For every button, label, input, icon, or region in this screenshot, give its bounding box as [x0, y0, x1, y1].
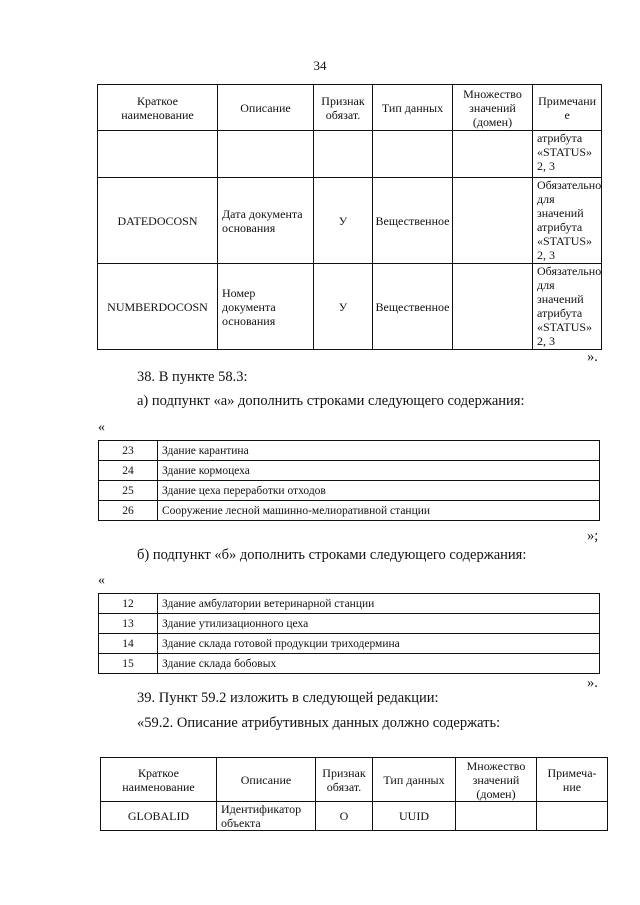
list-name: Сооружение лесной машинно-мелиоративной станции [158, 501, 600, 521]
cell-name: GLOBALID [101, 802, 217, 831]
header-required: Признак обязат. [314, 85, 373, 131]
cell-req: У [314, 178, 373, 264]
list-name: Здание цеха переработки отходов [158, 481, 600, 501]
closing-quote: ». [587, 349, 598, 365]
list-name: Здание кормоцеха [158, 461, 600, 481]
close-quote-b: ». [587, 675, 598, 691]
cell-type [373, 131, 453, 178]
list-number: 24 [99, 461, 158, 481]
cell-name: NUMBERDOCOSN [98, 264, 218, 350]
header-short-name: Краткое наименование [98, 85, 218, 131]
header-data-type: Тип данных [373, 758, 456, 802]
list-number: 26 [99, 501, 158, 521]
table-header-row [101, 758, 608, 802]
table-row [101, 802, 608, 831]
list-name: Здание карантина [158, 441, 600, 461]
list-item [99, 614, 600, 634]
cell-domain [456, 802, 537, 831]
list-item [99, 594, 600, 614]
table-row [98, 178, 602, 264]
cell-desc: Идентификатор объекта [217, 802, 316, 831]
header-required: Признак обязат. [316, 758, 373, 802]
cell-req: У [314, 264, 373, 350]
list-name: Здание амбулатории ветеринарной станции [158, 594, 600, 614]
header-description: Описание [217, 758, 316, 802]
list-item [99, 654, 600, 674]
attribute-table-continued [97, 84, 602, 350]
subitem-b-text: б) подпункт «б» дополнить строками следующего содержания: [137, 547, 527, 563]
cell-desc [218, 131, 314, 178]
list-name: Здание склада готовой продукции триходермина [158, 634, 600, 654]
list-item [99, 501, 600, 521]
cell-domain [453, 131, 533, 178]
list-item [99, 461, 600, 481]
list-name: Здание утилизационного цеха [158, 614, 600, 634]
cell-name: DATEDOCOSN [98, 178, 218, 264]
list-number: 23 [99, 441, 158, 461]
table-row [98, 131, 602, 178]
cell-domain [453, 178, 533, 264]
list-item [99, 441, 600, 461]
list-item [99, 481, 600, 501]
cell-note: атрибута «STATUS» 2, 3 [533, 131, 602, 178]
table-row [98, 264, 602, 350]
subitem-a-text: а) подпункт «а» дополнить строками следующего содержания: [137, 393, 525, 409]
cell-type: UUID [373, 802, 456, 831]
cell-name [98, 131, 218, 178]
cell-req [314, 131, 373, 178]
header-domain: Множество значений (домен) [453, 85, 533, 131]
cell-note: Обязательно для значений атрибута «STATUS» 2, 3 [533, 264, 602, 350]
list-number: 25 [99, 481, 158, 501]
cell-type: Вещественное [373, 264, 453, 350]
list-number: 13 [99, 614, 158, 634]
table-header-row [98, 85, 602, 131]
list-number: 12 [99, 594, 158, 614]
list-number: 14 [99, 634, 158, 654]
cell-type: Вещественное [373, 178, 453, 264]
cell-req: О [316, 802, 373, 831]
cell-note: Обязательно для значений атрибута «STATUS» 2, 3 [533, 178, 602, 264]
header-description: Описание [218, 85, 314, 131]
open-quote-a: « [98, 420, 105, 435]
cell-note [537, 802, 608, 831]
header-domain: Множество значений (домен) [456, 758, 537, 802]
header-note: Примечани е [533, 85, 602, 131]
cell-desc: Номер документа основания [218, 264, 314, 350]
page-number: 34 [313, 58, 327, 73]
header-note: Примеча- ние [537, 758, 608, 802]
item-38-heading: 38. В пункте 58.3: [137, 369, 248, 385]
header-short-name: Краткое наименование [101, 758, 217, 802]
open-quote-b: « [98, 573, 105, 588]
cell-domain [453, 264, 533, 350]
item-39-heading: 39. Пункт 59.2 изложить в следующей редакции: [137, 690, 439, 706]
list-name: Здание склада бобовых [158, 654, 600, 674]
list-item [99, 634, 600, 654]
header-data-type: Тип данных [373, 85, 453, 131]
list-number: 15 [99, 654, 158, 674]
cell-desc: Дата документа основания [218, 178, 314, 264]
close-quote-a: »; [587, 528, 599, 544]
list-table-a [98, 440, 600, 521]
item-39-quote-start: «59.2. Описание атрибутивных данных должно содержать: [137, 715, 501, 731]
list-table-b [98, 593, 600, 674]
attribute-table-new [100, 757, 608, 831]
